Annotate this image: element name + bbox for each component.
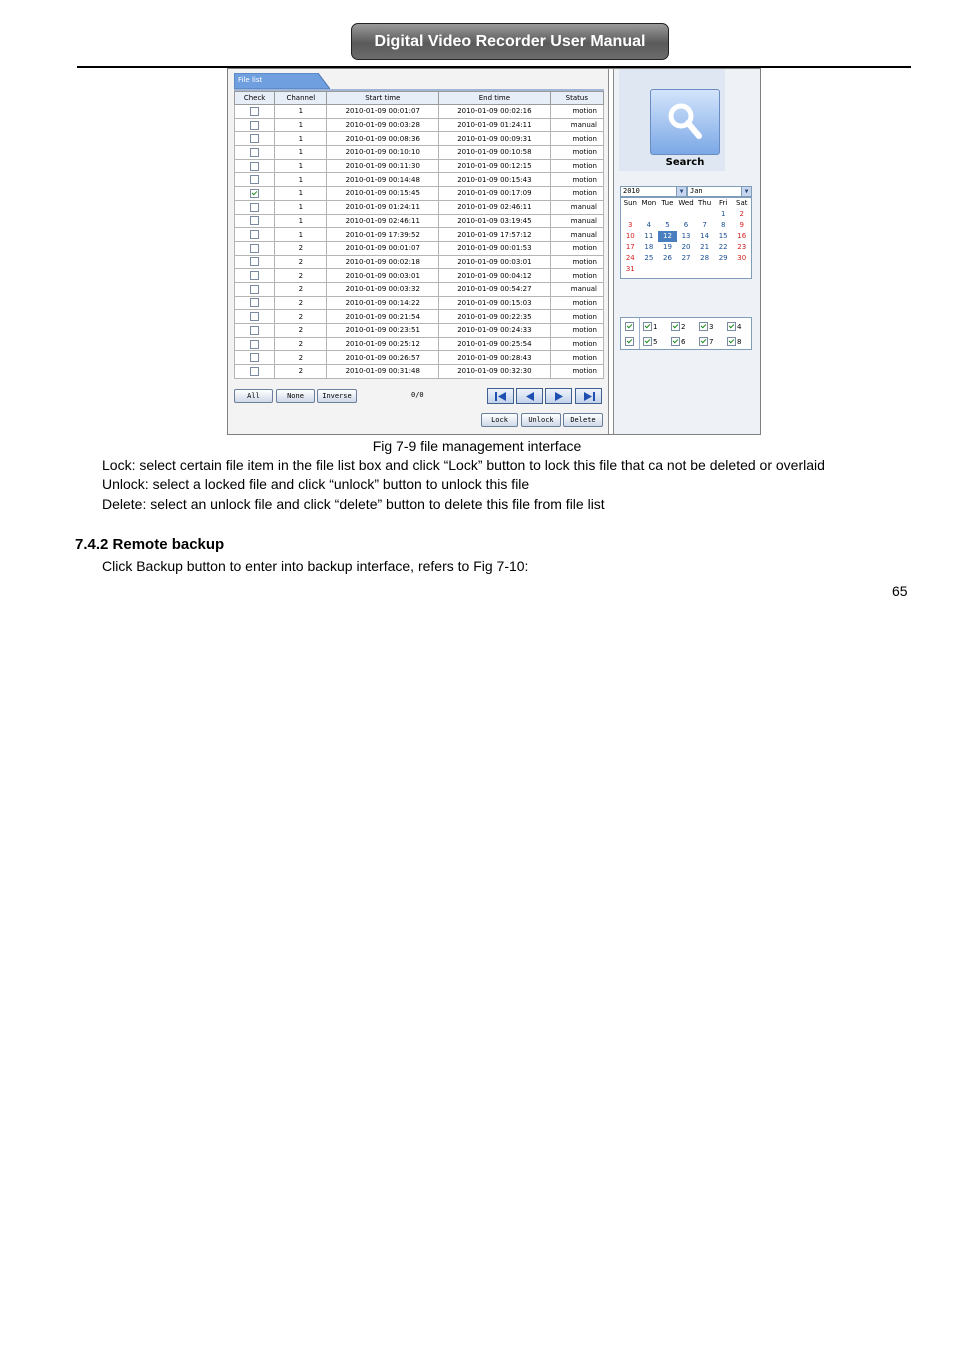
status-cell: motion <box>550 351 603 365</box>
select-all-row1-checkbox[interactable] <box>625 322 634 331</box>
calendar-day[interactable]: 14 <box>700 232 710 240</box>
channel-cell: 2 <box>275 365 327 379</box>
col-end-time[interactable]: End time <box>439 92 551 105</box>
row-check-cell <box>235 365 275 379</box>
end-time-cell: 2010-01-09 00:04:12 <box>439 269 551 283</box>
delete-description: Delete: select an unlock file and click “delete” button to delete this file from file list <box>102 496 605 512</box>
calendar-week <box>621 242 751 253</box>
end-time-cell: 2010-01-09 00:54:27 <box>439 282 551 296</box>
table-row[interactable] <box>235 310 604 324</box>
channel-item[interactable] <box>727 322 741 331</box>
row-checkbox[interactable] <box>250 107 259 116</box>
start-time-cell: 2010-01-09 00:03:32 <box>327 282 439 296</box>
end-time-cell: 2010-01-09 00:25:54 <box>439 337 551 351</box>
file-list-panel <box>228 69 609 434</box>
file-rows <box>235 105 604 379</box>
last-page-icon <box>583 392 595 401</box>
row-checkbox[interactable] <box>250 162 259 171</box>
row-checkbox[interactable] <box>250 121 259 130</box>
channel-checkbox[interactable] <box>699 337 708 346</box>
calendar-day[interactable]: 7 <box>702 221 707 229</box>
row-check-cell <box>235 118 275 132</box>
calendar-day[interactable]: 6 <box>683 221 689 229</box>
channel-cell: 1 <box>275 187 327 201</box>
calendar <box>620 197 752 279</box>
table-row[interactable] <box>235 200 604 214</box>
channel-checkbox[interactable] <box>727 337 736 346</box>
start-time-cell: 2010-01-09 00:26:57 <box>327 351 439 365</box>
start-time-cell: 2010-01-09 00:15:45 <box>327 187 439 201</box>
calendar-day[interactable]: 25 <box>644 254 654 262</box>
row-check-cell <box>235 173 275 187</box>
first-page-icon <box>495 392 507 401</box>
row-check-cell <box>235 310 275 324</box>
channel-checkbox[interactable] <box>671 337 680 346</box>
row-checkbox[interactable] <box>250 216 259 225</box>
end-time-cell: 2010-01-09 00:09:31 <box>439 132 551 146</box>
status-cell: motion <box>550 324 603 338</box>
first-page-button[interactable] <box>487 388 514 404</box>
calendar-empty <box>677 264 696 275</box>
channel-label: 6 <box>681 337 686 346</box>
row-checkbox[interactable] <box>250 326 259 335</box>
search-label: Search <box>665 157 705 168</box>
end-time-cell: 2010-01-09 00:24:33 <box>439 324 551 338</box>
channel-checkbox[interactable] <box>643 322 652 331</box>
calendar-day[interactable]: 12 <box>658 231 677 242</box>
channel-label: 3 <box>709 322 714 331</box>
channel-checkbox[interactable] <box>643 337 652 346</box>
table-row[interactable] <box>235 241 604 255</box>
status-cell: manual <box>550 214 603 228</box>
table-row[interactable] <box>235 282 604 296</box>
month-value: Jan <box>690 187 703 195</box>
weekday-label: Wed <box>678 199 694 207</box>
row-check-cell <box>235 146 275 160</box>
calendar-week <box>621 253 751 264</box>
calendar-weekdays <box>621 198 751 209</box>
weekday-label: Thu <box>698 199 712 207</box>
channel-cell: 2 <box>275 324 327 338</box>
channel-label: 8 <box>737 337 742 346</box>
status-cell: manual <box>550 200 603 214</box>
status-cell: motion <box>550 146 603 160</box>
calendar-day[interactable]: 3 <box>628 221 633 229</box>
weekday-label: Tue <box>661 199 674 207</box>
start-time-cell: 2010-01-09 00:03:01 <box>327 269 439 283</box>
end-time-cell: 2010-01-09 00:02:16 <box>439 105 551 119</box>
start-time-cell: 2010-01-09 00:01:07 <box>327 105 439 119</box>
calendar-day[interactable]: 1 <box>720 210 726 218</box>
chevron-down-icon: ▼ <box>741 187 751 196</box>
row-checkbox[interactable] <box>250 230 259 239</box>
start-time-cell: 2010-01-09 00:11:30 <box>327 159 439 173</box>
channel-cell: 2 <box>275 269 327 283</box>
start-time-cell: 2010-01-09 00:25:12 <box>327 337 439 351</box>
start-time-cell: 2010-01-09 00:31:48 <box>327 365 439 379</box>
end-time-cell: 2010-01-09 00:22:35 <box>439 310 551 324</box>
channel-cell: 2 <box>275 241 327 255</box>
page-counter: 0/0 <box>411 391 424 399</box>
calendar-day[interactable]: 4 <box>646 221 652 229</box>
search-panel <box>613 69 760 434</box>
next-page-button[interactable] <box>545 388 572 404</box>
inverse-button[interactable]: Inverse <box>317 389 357 403</box>
channel-checkbox[interactable] <box>699 322 708 331</box>
channel-item[interactable] <box>643 337 657 346</box>
start-time-cell: 2010-01-09 02:46:11 <box>327 214 439 228</box>
manual-header <box>351 23 669 60</box>
calendar-day[interactable]: 31 <box>625 265 635 273</box>
end-time-cell: 2010-01-09 00:15:43 <box>439 173 551 187</box>
delete-button[interactable]: Delete <box>563 413 603 427</box>
calendar-day[interactable]: 15 <box>718 232 728 240</box>
row-check-cell <box>235 132 275 146</box>
status-cell: motion <box>550 310 603 324</box>
row-check-cell <box>235 255 275 269</box>
channel-cell: 2 <box>275 296 327 310</box>
calendar-week <box>621 264 751 275</box>
end-time-cell: 2010-01-09 01:24:11 <box>439 118 551 132</box>
col-start-time[interactable]: Start time <box>327 92 439 105</box>
start-time-cell: 2010-01-09 00:14:22 <box>327 296 439 310</box>
table-row[interactable] <box>235 159 604 173</box>
calendar-empty <box>640 264 659 275</box>
calendar-day[interactable]: 9 <box>739 221 744 229</box>
end-time-cell: 2010-01-09 00:32:30 <box>439 365 551 379</box>
none-button[interactable]: None <box>276 389 315 403</box>
channel-label: 2 <box>681 322 686 331</box>
table-header-row <box>235 92 604 105</box>
end-time-cell: 2010-01-09 00:10:58 <box>439 146 551 160</box>
month-select[interactable] <box>687 186 752 197</box>
channel-cell: 1 <box>275 228 327 242</box>
table-row[interactable] <box>235 296 604 310</box>
all-button[interactable]: All <box>234 389 273 403</box>
calendar-day[interactable]: 18 <box>644 243 654 251</box>
channel-cell: 2 <box>275 337 327 351</box>
channel-item[interactable] <box>671 337 685 346</box>
calendar-day[interactable]: 27 <box>681 254 691 262</box>
last-page-button[interactable] <box>575 388 602 404</box>
end-time-cell: 2010-01-09 02:46:11 <box>439 200 551 214</box>
table-row[interactable] <box>235 187 604 201</box>
col-check[interactable]: Check <box>235 92 275 105</box>
row-check-cell <box>235 324 275 338</box>
end-time-cell: 2010-01-09 00:12:15 <box>439 159 551 173</box>
calendar-day[interactable]: 29 <box>718 254 728 262</box>
status-cell: motion <box>550 365 603 379</box>
row-check-cell <box>235 282 275 296</box>
calendar-day[interactable]: 20 <box>681 243 691 251</box>
start-time-cell: 2010-01-09 00:02:18 <box>327 255 439 269</box>
manual-title: Digital Video Recorder User Manual <box>374 32 646 50</box>
end-time-cell: 2010-01-09 00:03:01 <box>439 255 551 269</box>
file-list-table <box>234 91 604 379</box>
row-check-cell <box>235 214 275 228</box>
channel-cell: 1 <box>275 105 327 119</box>
row-checkbox[interactable] <box>250 203 259 212</box>
row-check-cell <box>235 269 275 283</box>
unlock-description: Unlock: select a locked file and click “unlock” button to unlock this file <box>102 476 530 492</box>
channel-item[interactable] <box>671 322 685 331</box>
channel-label: 1 <box>653 322 658 331</box>
start-time-cell: 2010-01-09 00:03:28 <box>327 118 439 132</box>
magnifier-icon <box>651 90 719 154</box>
calendar-empty <box>695 264 714 275</box>
calendar-day[interactable]: 24 <box>625 254 635 262</box>
calendar-day[interactable]: 2 <box>739 210 744 218</box>
table-row[interactable] <box>235 173 604 187</box>
start-time-cell: 2010-01-09 00:10:10 <box>327 146 439 160</box>
row-check-cell <box>235 200 275 214</box>
row-checkbox[interactable] <box>250 244 259 253</box>
channel-row-1 <box>621 319 751 333</box>
calendar-empty <box>714 264 733 275</box>
row-checkbox[interactable] <box>250 189 259 198</box>
calendar-week <box>621 209 751 220</box>
prev-page-icon <box>525 392 535 401</box>
weekday-label: Mon <box>641 199 657 207</box>
table-row[interactable] <box>235 228 604 242</box>
status-cell: motion <box>550 337 603 351</box>
channel-label: 7 <box>709 337 714 346</box>
calendar-empty <box>658 209 677 220</box>
row-checkbox[interactable] <box>250 134 259 143</box>
row-checkbox[interactable] <box>250 312 259 321</box>
section-text: Click Backup button to enter into backup interface, refers to Fig 7-10: <box>102 558 529 574</box>
channel-cell: 1 <box>275 173 327 187</box>
weekday-label: Sun <box>623 199 637 207</box>
year-select[interactable] <box>620 186 687 197</box>
col-channel[interactable]: Channel <box>275 92 327 105</box>
page-number: 65 <box>892 583 908 599</box>
status-cell: motion <box>550 255 603 269</box>
row-checkbox[interactable] <box>250 257 259 266</box>
row-checkbox[interactable] <box>250 367 259 376</box>
calendar-day[interactable]: 17 <box>625 243 635 251</box>
start-time-cell: 2010-01-09 00:14:48 <box>327 173 439 187</box>
tab-file-list[interactable] <box>234 73 320 89</box>
status-cell: motion <box>550 187 603 201</box>
status-cell: manual <box>550 118 603 132</box>
table-row[interactable] <box>235 132 604 146</box>
figure-caption: Fig 7-9 file management interface <box>372 438 582 454</box>
calendar-day[interactable]: 8 <box>720 221 726 229</box>
channel-item[interactable] <box>699 337 713 346</box>
row-checkbox[interactable] <box>250 148 259 157</box>
channel-item[interactable] <box>699 322 713 331</box>
status-cell: motion <box>550 269 603 283</box>
channel-checkbox[interactable] <box>727 322 736 331</box>
row-check-cell <box>235 351 275 365</box>
calendar-day[interactable]: 16 <box>737 232 747 240</box>
start-time-cell: 2010-01-09 00:08:36 <box>327 132 439 146</box>
lock-description: Lock: select certain file item in the file list box and click “Lock” button to lock this file that ca not be deleted or overlaid <box>102 457 825 473</box>
col-status[interactable]: Status <box>550 92 603 105</box>
weekday-label: Sat <box>736 199 748 207</box>
row-check-cell <box>235 337 275 351</box>
status-cell: motion <box>550 132 603 146</box>
status-cell: manual <box>550 282 603 296</box>
search-button[interactable] <box>650 89 720 155</box>
start-time-cell: 2010-01-09 00:23:51 <box>327 324 439 338</box>
next-page-icon <box>554 392 564 401</box>
calendar-empty <box>658 264 677 275</box>
start-time-cell: 2010-01-09 17:39:52 <box>327 228 439 242</box>
table-row[interactable] <box>235 146 604 160</box>
calendar-day[interactable]: 11 <box>644 232 654 240</box>
calendar-day[interactable]: 30 <box>737 254 747 262</box>
end-time-cell: 2010-01-09 00:28:43 <box>439 351 551 365</box>
row-checkbox[interactable] <box>250 298 259 307</box>
calendar-day[interactable]: 21 <box>700 243 710 251</box>
calendar-day[interactable]: 26 <box>662 254 672 262</box>
table-row[interactable] <box>235 365 604 379</box>
row-check-cell <box>235 228 275 242</box>
channel-cell: 1 <box>275 118 327 132</box>
channel-cell: 1 <box>275 200 327 214</box>
row-checkbox[interactable] <box>250 285 259 294</box>
weekday-label: Fri <box>719 199 728 207</box>
end-time-cell: 2010-01-09 03:19:45 <box>439 214 551 228</box>
calendar-empty <box>640 209 659 220</box>
calendar-empty <box>677 209 696 220</box>
channel-cell: 2 <box>275 255 327 269</box>
start-time-cell: 2010-01-09 00:01:07 <box>327 241 439 255</box>
end-time-cell: 2010-01-09 00:17:09 <box>439 187 551 201</box>
lock-button[interactable]: Lock <box>481 413 518 427</box>
channel-checkbox[interactable] <box>671 322 680 331</box>
row-check-cell <box>235 105 275 119</box>
row-check-cell <box>235 187 275 201</box>
channel-cell: 1 <box>275 159 327 173</box>
channel-cell: 2 <box>275 310 327 324</box>
calendar-day[interactable]: 28 <box>700 254 710 262</box>
row-checkbox[interactable] <box>250 271 259 280</box>
calendar-empty <box>695 209 714 220</box>
row-checkbox[interactable] <box>250 340 259 349</box>
prev-page-button[interactable] <box>516 388 543 404</box>
select-all-row2-checkbox[interactable] <box>625 337 634 346</box>
status-cell: motion <box>550 296 603 310</box>
channel-label: 5 <box>653 337 658 346</box>
channel-item[interactable] <box>643 322 657 331</box>
row-checkbox[interactable] <box>250 175 259 184</box>
calendar-day[interactable]: 10 <box>625 232 635 240</box>
channel-cell: 2 <box>275 351 327 365</box>
status-cell: motion <box>550 159 603 173</box>
calendar-empty <box>621 209 640 220</box>
channel-row-2 <box>621 334 751 348</box>
unlock-button[interactable]: Unlock <box>521 413 561 427</box>
start-time-cell: 2010-01-09 01:24:11 <box>327 200 439 214</box>
calendar-day[interactable]: 13 <box>681 232 691 240</box>
row-checkbox[interactable] <box>250 353 259 362</box>
channel-selector <box>620 317 752 350</box>
end-time-cell: 2010-01-09 00:01:53 <box>439 241 551 255</box>
status-cell: motion <box>550 173 603 187</box>
row-check-cell <box>235 296 275 310</box>
channel-cell: 1 <box>275 132 327 146</box>
tab-label: File list <box>238 76 263 84</box>
status-cell: motion <box>550 241 603 255</box>
channel-cell: 1 <box>275 214 327 228</box>
channel-cell: 1 <box>275 146 327 160</box>
calendar-day[interactable]: 5 <box>665 221 670 229</box>
start-time-cell: 2010-01-09 00:21:54 <box>327 310 439 324</box>
end-time-cell: 2010-01-09 17:57:12 <box>439 228 551 242</box>
table-row[interactable] <box>235 269 604 283</box>
calendar-day[interactable]: 23 <box>737 243 747 251</box>
table-row[interactable] <box>235 118 604 132</box>
row-check-cell <box>235 241 275 255</box>
calendar-days <box>621 209 751 275</box>
channel-item[interactable] <box>727 337 741 346</box>
table-row[interactable] <box>235 324 604 338</box>
table-row[interactable] <box>235 255 604 269</box>
table-row[interactable] <box>235 337 604 351</box>
section-heading: 7.4.2 Remote backup <box>75 536 225 553</box>
year-value: 2010 <box>623 187 640 195</box>
channel-cell: 2 <box>275 282 327 296</box>
chevron-down-icon: ▼ <box>676 187 686 196</box>
channel-label: 4 <box>737 322 742 331</box>
calendar-week <box>621 231 751 242</box>
status-cell: manual <box>550 228 603 242</box>
calendar-empty <box>732 264 751 275</box>
status-cell: motion <box>550 105 603 119</box>
end-time-cell: 2010-01-09 00:15:03 <box>439 296 551 310</box>
file-management-screenshot <box>227 68 761 435</box>
calendar-week <box>621 220 751 231</box>
table-row[interactable] <box>235 105 604 119</box>
row-check-cell <box>235 159 275 173</box>
table-row[interactable] <box>235 351 604 365</box>
table-row[interactable] <box>235 214 604 228</box>
calendar-day[interactable]: 22 <box>718 243 728 251</box>
calendar-day[interactable]: 19 <box>662 243 672 251</box>
